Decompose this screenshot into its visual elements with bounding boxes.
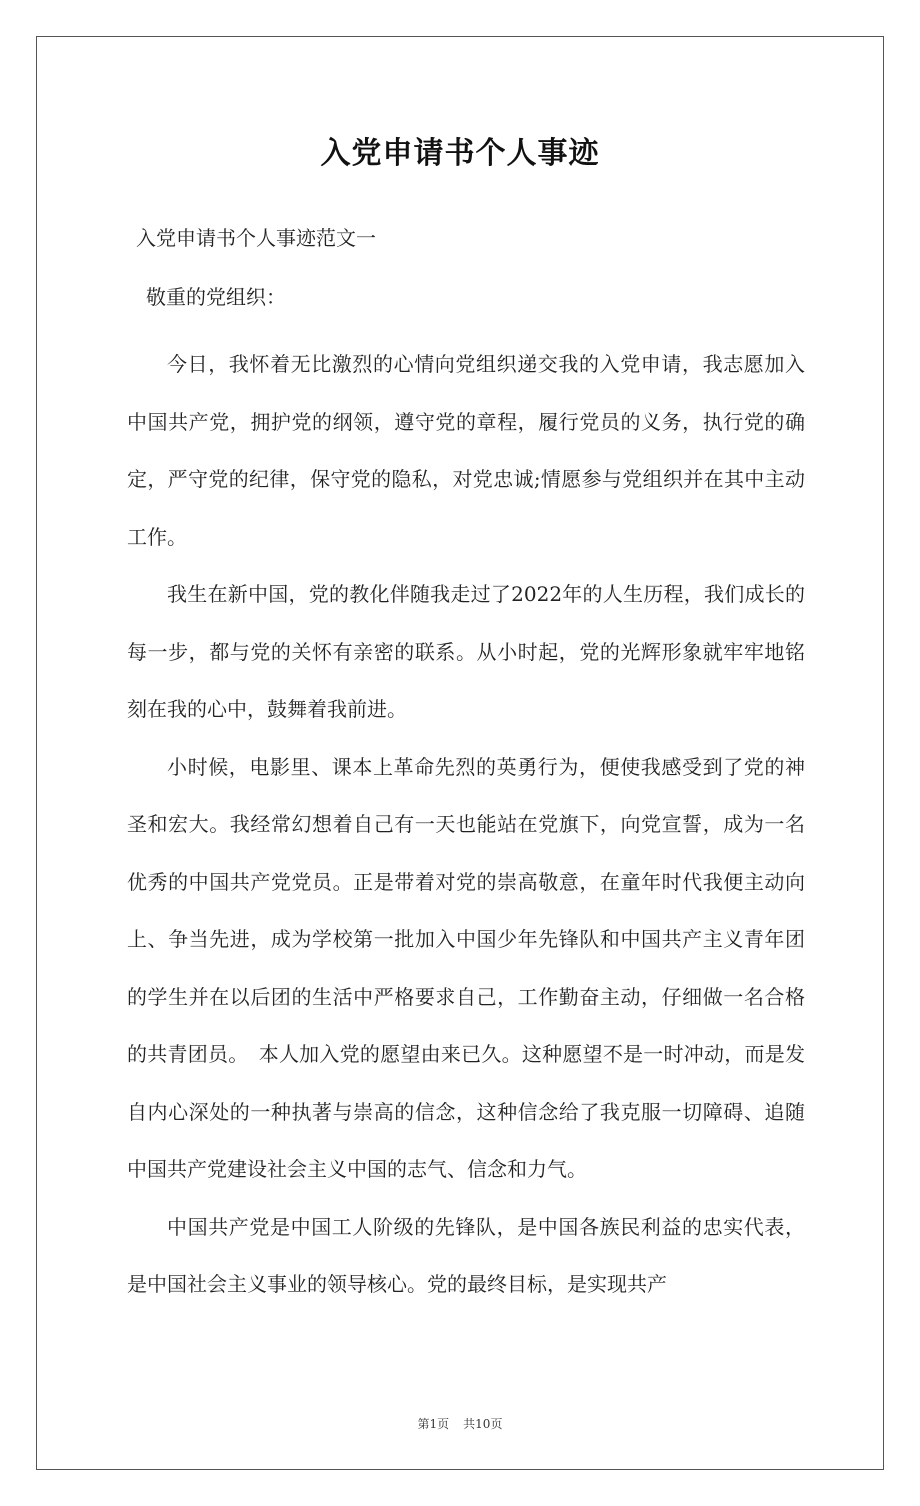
paragraph: 今日，我怀着无比激烈的心情向党组织递交我的入党申请，我志愿加入中国共产党，拥护党的纲领，遵守党的章程，履行党员的义务，执行党的确定，严守党的纪律，保守党的隐私，对党忠诚;情愿参与党组织并在其中主动工作。 <box>127 352 805 549</box>
paragraph: 小时候，电影里、课本上革命先烈的英勇行为，便使我感受到了党的神圣和宏大。我经常幻想着自己有一天也能站在党旗下，向党宣誓，成为一名优秀的中国共产党党员。正是带着对党的崇高敬意，在童年时代我便主动向上、争当先进，成为学校第一批加入中国少年先锋队和中国共产主义青年团的学生并在以后团的生活中严格要求自己，工作勤奋主动，仔细做一名合格的共青团员。 本人加入党的愿望由来已久。这种愿望不是一时冲动，而是发自内心深处的一种执著与崇高的信念，这种信念给了我克服一切障碍、追随中国共产党建设社会主义中国的志气、信念和力气。 <box>127 754 805 1181</box>
salutation: 敬重的党组织： <box>146 285 286 309</box>
paragraph: 中国共产党是中国工人阶级的先锋队，是中国各族民利益的忠实代表，是中国社会主义事业的领导核心。党的最终目标，是实现共产 <box>127 1214 805 1296</box>
page-total: 共10页 <box>463 1417 503 1431</box>
page-footer <box>0 1415 920 1432</box>
page-number: 第1页 <box>417 1417 450 1431</box>
document-title: 入党申请书个人事迹 <box>320 136 600 171</box>
document-subtitle: 入党申请书个人事迹范文一 <box>136 226 376 250</box>
document-body <box>127 336 805 1314</box>
paragraph: 我生在新中国，党的教化伴随我走过了2022年的人生历程，我们成长的每一步，都与党的关怀有亲密的联系。从小时起，党的光辉形象就牢牢地铭刻在我的心中，鼓舞着我前进。 <box>127 582 805 721</box>
